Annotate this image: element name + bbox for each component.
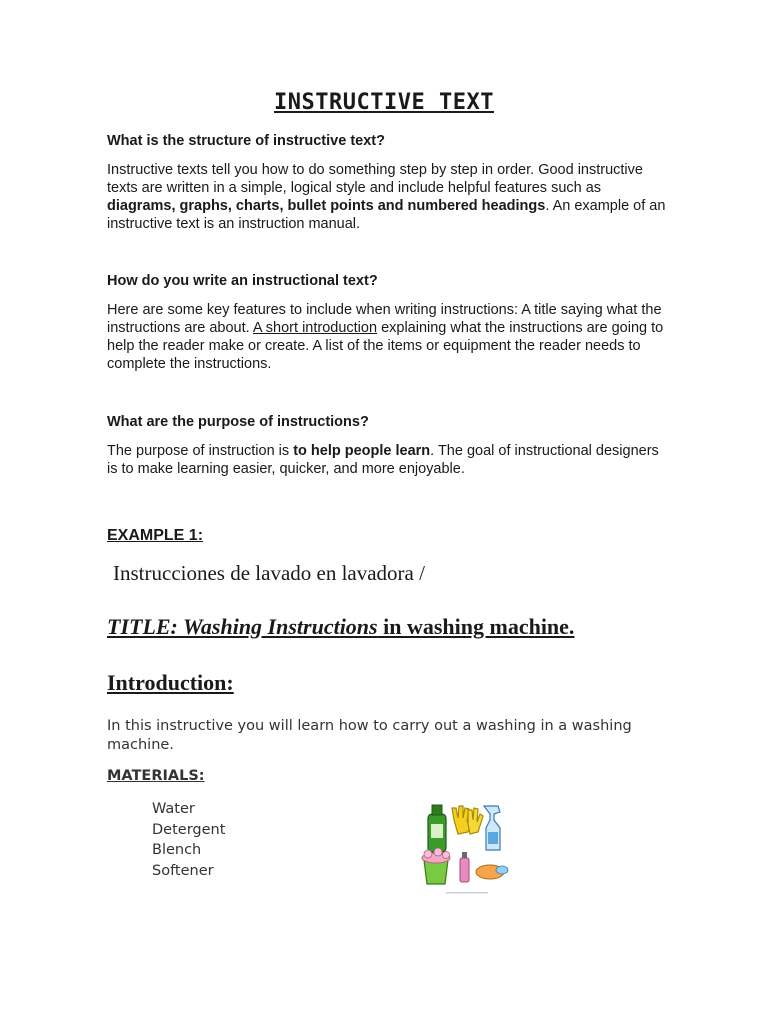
paragraph-text: . An example of an instructive text is an instruction manual. — [107, 198, 666, 232]
bold-text: to help people learn — [293, 443, 431, 459]
title-rest: in washing machine. — [377, 614, 575, 639]
page-title: INSTRUCTIVE TEXT — [274, 90, 494, 115]
example-label: EXAMPLE 1: — [107, 527, 204, 544]
paragraph-text: Instructive texts tell you how to do something step by step in order. Good instructive texts are written in a simple, logical style and include helpful features such as — [107, 162, 643, 196]
list-item: Softener — [152, 862, 214, 879]
spanish-heading: Instrucciones de lavado en lavadora / — [113, 561, 425, 585]
underlined-text: A short introduction — [252, 320, 378, 336]
question-structure: What is the structure of instructive text? — [107, 133, 385, 149]
paragraph-text: The purpose of instruction is — [107, 443, 294, 459]
question-purpose: What are the purpose of instructions? — [107, 414, 369, 430]
list-item: Water — [152, 801, 195, 817]
introduction-heading: Introduction: — [107, 670, 234, 695]
paragraph-text: . The goal of instructional designers is to make learning easier, quicker, and more enjoyable. — [107, 443, 659, 477]
list-item: Detergent — [152, 821, 226, 838]
materials-heading: MATERIALS: — [107, 768, 205, 784]
materials-list — [152, 799, 225, 881]
title-italic: TITLE: Washing Instructions — [107, 614, 378, 639]
introduction-text: In this instructive you will learn how to carry out a washing in a washing machine. — [107, 718, 632, 753]
list-item: Blench — [152, 842, 202, 858]
paragraph-write — [107, 301, 667, 373]
question-write: How do you write an instructional text? — [107, 273, 378, 289]
paragraph-text: explaining what the instructions are going to help the reader make or create. A list of the items or equipment the reader needs to complete the instructions. — [107, 320, 664, 372]
small-bottle-icon — [460, 858, 469, 882]
bucket-icon — [424, 860, 448, 884]
paragraph-purpose — [107, 442, 667, 478]
example-title — [107, 614, 574, 640]
paragraph-text: Here are some key features to include when writing instructions: A title saying what the instructions are about. — [107, 302, 662, 336]
bold-text: diagrams, graphs, charts, bullet points and numbered headings — [107, 198, 546, 214]
cleaning-supplies-illustration — [418, 800, 518, 898]
paragraph-structure — [107, 161, 667, 233]
